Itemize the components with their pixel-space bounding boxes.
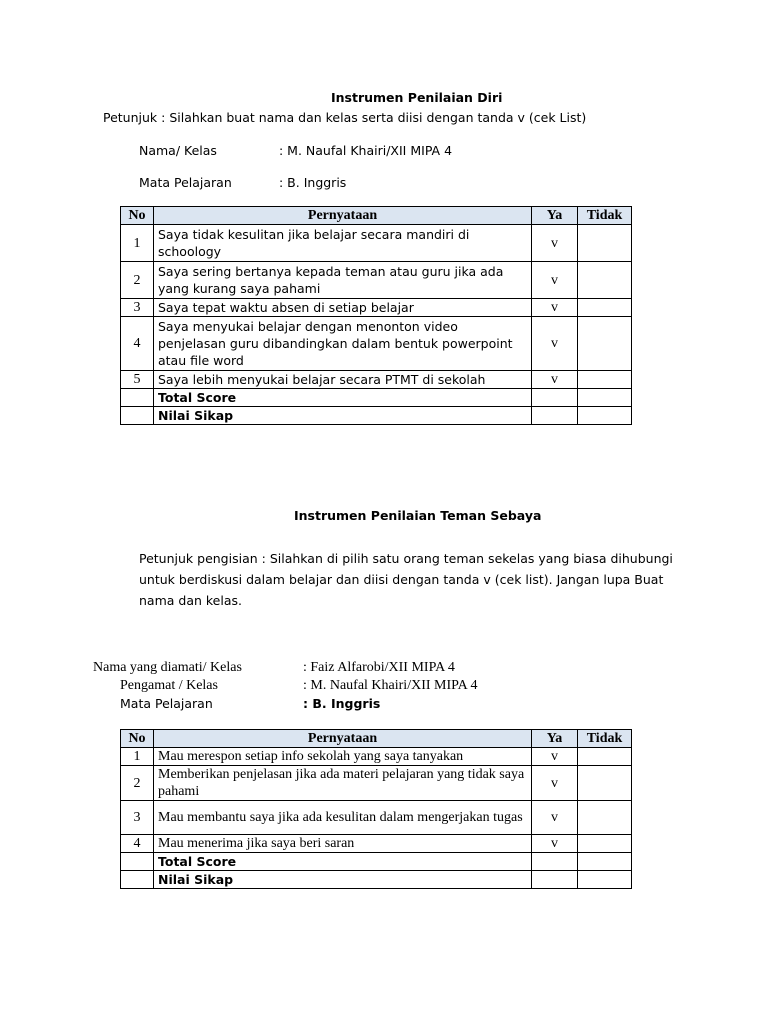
row-statement: Saya menyukai belajar dengan menonton video penjelasan guru dibandingkan dalam bentuk powerpoint atau file word: [154, 317, 532, 371]
total-yes-cell[interactable]: [532, 389, 578, 407]
total-score-label: Total Score: [154, 389, 532, 407]
tidak-cell[interactable]: [578, 835, 632, 853]
total-tidak-cell[interactable]: [578, 389, 632, 407]
self-assessment-table: [120, 206, 632, 425]
yes-cell[interactable]: v: [532, 299, 578, 317]
total-tidak-cell[interactable]: [578, 853, 632, 871]
empty-cell: [121, 407, 154, 425]
tidak-cell[interactable]: [578, 801, 632, 835]
row-statement: Memberikan penjelasan jika ada materi pelajaran yang tidak saya pahami: [154, 766, 532, 801]
table-row: [121, 371, 632, 389]
row-number: 4: [121, 317, 154, 371]
table-row: [121, 299, 632, 317]
row-statement: Mau menerima jika saya beri saran: [154, 835, 532, 853]
peer-subject-label: Mata Pelajaran: [120, 696, 213, 711]
self-subject-value: : B. Inggris: [279, 175, 347, 190]
table-row: [121, 262, 632, 299]
self-name-label: Nama/ Kelas: [139, 143, 217, 158]
nilai-tidak-cell[interactable]: [578, 871, 632, 889]
row-number: 2: [121, 262, 154, 299]
row-number: 4: [121, 835, 154, 853]
row-number: 2: [121, 766, 154, 801]
empty-cell: [121, 853, 154, 871]
peer-title: Instrumen Penilaian Teman Sebaya: [294, 508, 542, 523]
nilai-tidak-cell[interactable]: [578, 407, 632, 425]
observed-value: : Faiz Alfarobi/XII MIPA 4: [303, 660, 455, 675]
header-tidak: Tidak: [578, 207, 632, 225]
nilai-sikap-label: Nilai Sikap: [154, 871, 532, 889]
self-title: Instrumen Penilaian Diri: [331, 90, 503, 105]
yes-cell[interactable]: v: [532, 835, 578, 853]
table-row: [121, 317, 632, 371]
row-number: 3: [121, 299, 154, 317]
nilai-yes-cell[interactable]: [532, 407, 578, 425]
table-row: [121, 766, 632, 801]
empty-cell: [121, 871, 154, 889]
row-number: 1: [121, 225, 154, 262]
yes-cell[interactable]: v: [532, 262, 578, 299]
total-score-row: [121, 853, 632, 871]
table-row: [121, 748, 632, 766]
header-yes: Ya: [532, 207, 578, 225]
nilai-sikap-row: [121, 407, 632, 425]
table-row: [121, 835, 632, 853]
header-tidak: Tidak: [578, 730, 632, 748]
tidak-cell[interactable]: [578, 317, 632, 371]
total-yes-cell[interactable]: [532, 853, 578, 871]
total-score-label: Total Score: [154, 853, 532, 871]
row-statement: Mau membantu saya jika ada kesulitan dalam mengerjakan tugas: [154, 801, 532, 835]
self-name-value: : M. Naufal Khairi/XII MIPA 4: [279, 143, 453, 158]
observer-value: : M. Naufal Khairi/XII MIPA 4: [303, 678, 478, 693]
yes-cell[interactable]: v: [532, 801, 578, 835]
tidak-cell[interactable]: [578, 262, 632, 299]
yes-cell[interactable]: v: [532, 225, 578, 262]
row-number: 5: [121, 371, 154, 389]
row-statement: Mau merespon setiap info sekolah yang saya tanyakan: [154, 748, 532, 766]
table-row: [121, 225, 632, 262]
header-yes: Ya: [532, 730, 578, 748]
peer-instruction-line: untuk berdiskusi dalam belajar dan diisi dengan tanda v (cek list). Jangan lupa Buat: [139, 572, 664, 587]
tidak-cell[interactable]: [578, 766, 632, 801]
table-row: [121, 801, 632, 835]
observer-label: Pengamat / Kelas: [120, 678, 218, 693]
total-score-row: [121, 389, 632, 407]
header-statement: Pernyataan: [154, 730, 532, 748]
observed-label: Nama yang diamati/ Kelas: [93, 660, 242, 675]
tidak-cell[interactable]: [578, 299, 632, 317]
row-number: 3: [121, 801, 154, 835]
row-statement: Saya sering bertanya kepada teman atau guru jika ada yang kurang saya pahami: [154, 262, 532, 299]
self-subject-label: Mata Pelajaran: [139, 175, 232, 190]
empty-cell: [121, 389, 154, 407]
row-statement: Saya tepat waktu absen di setiap belajar: [154, 299, 532, 317]
peer-instruction-line: Petunjuk pengisian : Silahkan di pilih satu orang teman sekelas yang biasa dihubungi: [139, 551, 673, 566]
yes-cell[interactable]: v: [532, 371, 578, 389]
row-number: 1: [121, 748, 154, 766]
peer-assessment-table: [120, 729, 632, 889]
row-statement: Saya lebih menyukai belajar secara PTMT di sekolah: [154, 371, 532, 389]
nilai-sikap-row: [121, 871, 632, 889]
peer-subject-value: : B. Inggris: [303, 696, 381, 711]
peer-instruction: [139, 548, 673, 611]
header-no: No: [121, 730, 154, 748]
yes-cell[interactable]: v: [532, 748, 578, 766]
yes-cell[interactable]: v: [532, 766, 578, 801]
header-no: No: [121, 207, 154, 225]
peer-instruction-line: nama dan kelas.: [139, 593, 242, 608]
tidak-cell[interactable]: [578, 748, 632, 766]
tidak-cell[interactable]: [578, 371, 632, 389]
nilai-sikap-label: Nilai Sikap: [154, 407, 532, 425]
header-statement: Pernyataan: [154, 207, 532, 225]
tidak-cell[interactable]: [578, 225, 632, 262]
yes-cell[interactable]: v: [532, 317, 578, 371]
row-statement: Saya tidak kesulitan jika belajar secara mandiri di schoology: [154, 225, 532, 262]
nilai-yes-cell[interactable]: [532, 871, 578, 889]
self-instruction: Petunjuk : Silahkan buat nama dan kelas serta diisi dengan tanda v (cek List): [103, 110, 587, 125]
